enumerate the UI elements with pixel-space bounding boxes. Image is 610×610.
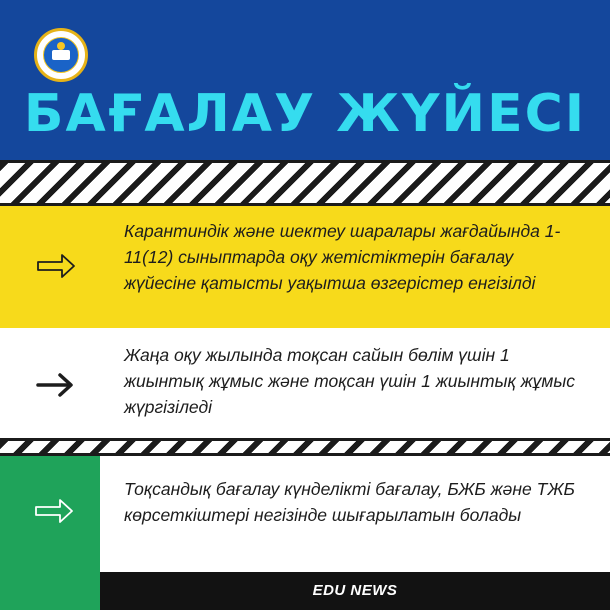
header-banner xyxy=(0,0,610,160)
hazard-stripe-divider xyxy=(0,438,610,456)
green-accent-block xyxy=(0,456,100,610)
ministry-emblem-icon xyxy=(34,28,88,82)
item-text: Тоқсандық бағалау күнделікті бағалау, БЖБ және ТЖБ көрсеткіштері негізінде шығарылатын болады xyxy=(124,479,575,525)
page-title: БАҒАЛАУ ЖҮЙЕСІ xyxy=(23,84,587,144)
item-text: Жаңа оқу жылында тоқсан сайын бөлім үшін 1 жиынтық жұмыс және тоқсан үшін 1 жиынтық жұмыс жүргізіледі xyxy=(124,345,576,417)
footer-brand: EDU NEWS xyxy=(100,572,610,610)
arrow-right-outline-icon xyxy=(34,496,74,526)
arrow-right-solid-icon xyxy=(36,370,76,400)
list-item xyxy=(0,206,610,328)
hazard-stripe-divider xyxy=(0,160,610,206)
arrow-right-outline-icon xyxy=(36,251,76,281)
item-text: Карантиндік және шектеу шаралары жағдайында 1-11(12) сыныптарда оқу жетістіктерін бағалау жүйесіне қатысты уақытша өзгерістер енгізілді xyxy=(124,221,561,293)
list-item xyxy=(0,328,610,438)
